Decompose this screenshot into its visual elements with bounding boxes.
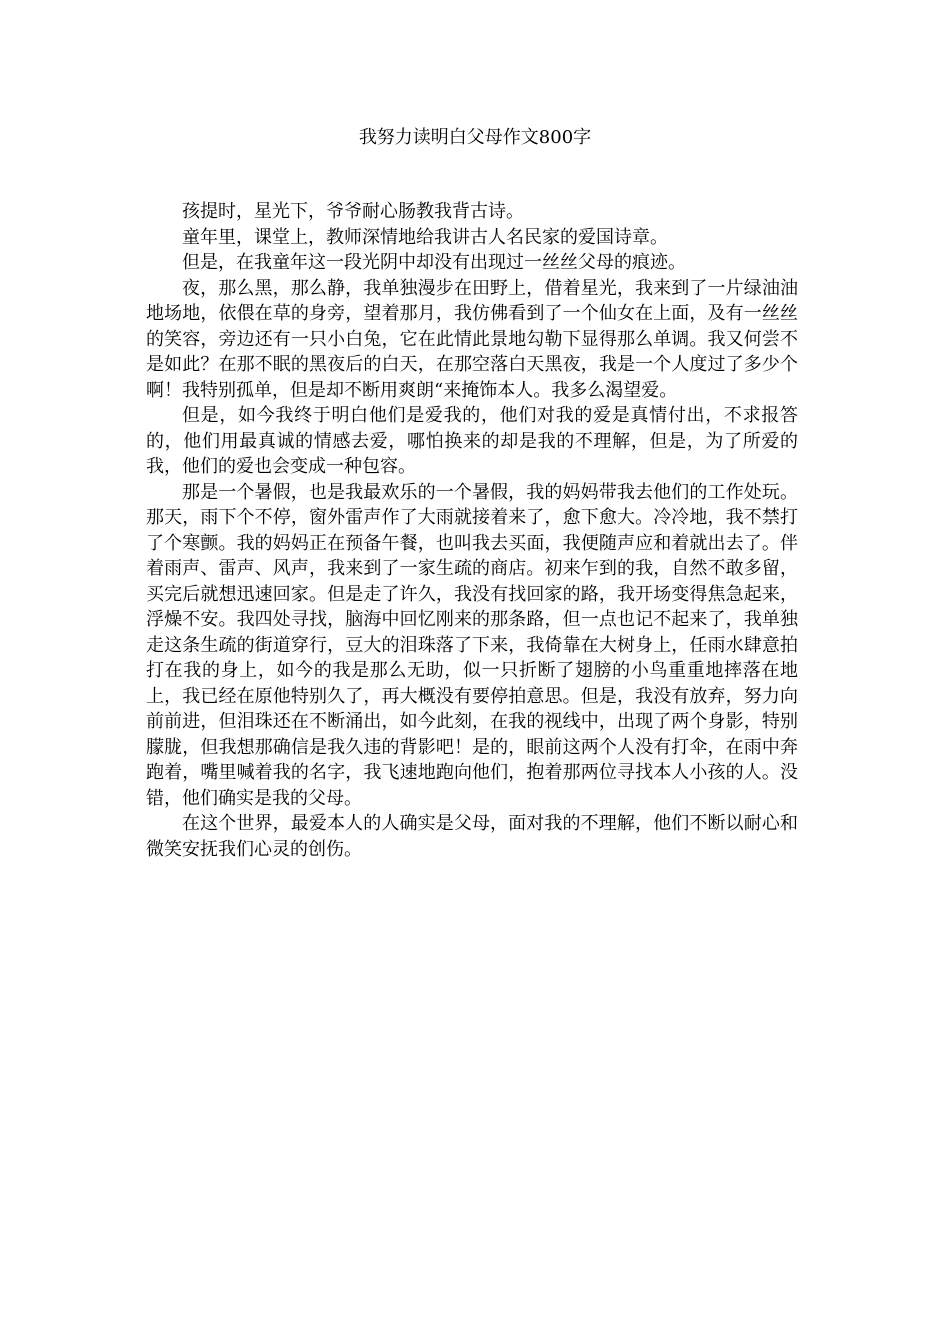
paragraph-2: 童年里，课堂上，教师深情地给我讲古人名民家的爱国诗章。 [182, 226, 668, 248]
paragraph-6: 那是一个暑假，也是我最欢乐的一个暑假，我的妈妈带我去他们的工作处玩。那天，雨下个不停，窗外雷声作了大雨就接着来了，愈下愈大。冷冷地，我不禁打了个寒颤。我的妈妈正在预备午餐，也叫我去买面，我便随声应和着就出去了。伴着雨声、雷声、风声，我来到了一家生疏的商店。初来乍到的我，自然不敢多留，买完后就想迅速回家。但是走了许久，我没有找回家的路，我开场变得焦急起来，浮燥不安。我四处寻找，脑海中回忆刚来的那条路，但一点也记不起来了，我单独走这条生疏的街道穿行，豆大的泪珠落了下来，我倚靠在大树身上，任雨水肆意拍打在我的身上，如今的我是那么无助，似一只折断了翅膀的小鸟重重地摔落在地上，我已经在原他特别久了，再大概没有要停拍意思。但是，我没有放弃，努力向前前进，但泪珠还在不断涌出，如今此刻，在我的视线中，出现了两个身影，特别朦胧，但我想那确信是我久违的背影吧！是的，眼前这两个人没有打伞，在雨中奔跑着，嘴里喊着我的名字，我飞速地跑向他们，抱着那两位寻找本人小孩的人。没错，他们确实是我的父母。 [146, 481, 798, 809]
document-title: 我努力读明白父母作文800字 [358, 127, 592, 148]
paragraph-1: 孩提时，星光下，爷爷耐心肠教我背古诗。 [182, 201, 524, 222]
paragraph-3: 但是，在我童年这一段光阴中却没有出现过一丝丝父母的痕迹。 [182, 252, 686, 273]
paragraph-5: 但是，如今我终于明白他们是爱我的，他们对我的爱是真情付出，不求报答的，他们用最真诚的情感去爱，哪怕换来的却是我的不理解，但是，为了所爱的我，他们的爱也会变成一种包容。 [146, 405, 798, 477]
document-body [146, 199, 798, 862]
paragraph-7: 在这个世界，最爱本人的人确实是父母，面对我的不理解，他们不断以耐心和微笑安抚我们心灵的创伤。 [146, 813, 798, 860]
paragraph-4: 夜，那么黑，那么静，我单独漫步在田野上，借着星光，我来到了一片绿油油地场地，依偎在草的身旁，望着那月，我仿佛看到了一个仙女在上面，及有一丝丝的笑容，旁边还有一只小白兔，它在此情此景地勾勒下显得那么单调。我又何尝不是如此？在那不眠的黑夜后的白天，在那空落白天黑夜，我是一个人度过了多少个啊！我特别孤单，但是却不断用爽朗“来掩饰本人。我多么渴望爱。 [146, 277, 798, 401]
